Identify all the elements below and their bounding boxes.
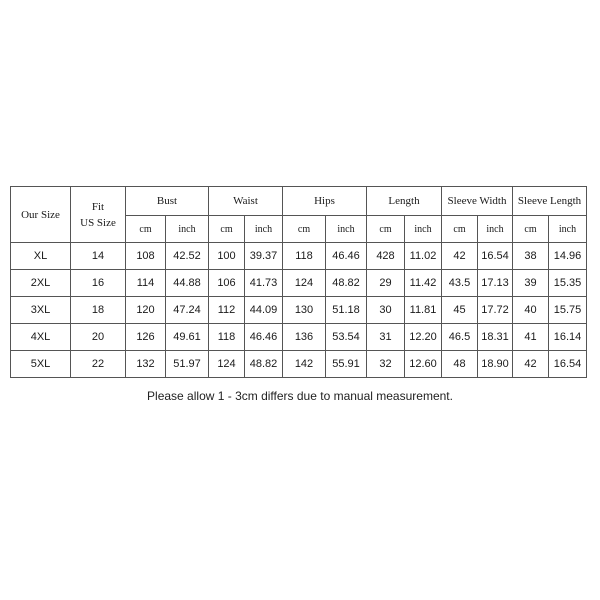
cell-us-size: 16 — [71, 270, 126, 297]
cell-sleeve-length-inch: 16.54 — [549, 351, 587, 378]
cell-bust-cm: 132 — [126, 351, 166, 378]
cell-our-size: XL — [11, 243, 71, 270]
cell-waist-inch: 48.82 — [245, 351, 283, 378]
header-fit-label: Fit — [91, 200, 105, 213]
cell-waist-cm: 124 — [209, 351, 245, 378]
cell-us-size: 20 — [71, 324, 126, 351]
header-sleeve-length: Sleeve Length — [513, 187, 587, 216]
cell-length-inch: 11.81 — [405, 297, 442, 324]
cell-bust-inch: 47.24 — [166, 297, 209, 324]
cell-sleeve-length-cm: 41 — [513, 324, 549, 351]
cell-sleeve-length-cm: 38 — [513, 243, 549, 270]
unit-cm: cm — [209, 216, 245, 243]
cell-our-size: 2XL — [11, 270, 71, 297]
cell-sleeve-width-cm: 45 — [442, 297, 478, 324]
cell-waist-cm: 106 — [209, 270, 245, 297]
cell-our-size: 3XL — [11, 297, 71, 324]
unit-inch: inch — [166, 216, 209, 243]
cell-length-cm: 32 — [367, 351, 405, 378]
measurement-note: Please allow 1 - 3cm differs due to manual measurement. — [147, 389, 453, 403]
header-sleeve-width: Sleeve Width — [442, 187, 513, 216]
unit-cm: cm — [513, 216, 549, 243]
cell-sleeve-width-cm: 48 — [442, 351, 478, 378]
cell-sleeve-width-inch: 18.31 — [478, 324, 513, 351]
cell-sleeve-length-inch: 16.14 — [549, 324, 587, 351]
cell-length-cm: 29 — [367, 270, 405, 297]
cell-waist-cm: 112 — [209, 297, 245, 324]
unit-cm: cm — [283, 216, 326, 243]
cell-our-size: 4XL — [11, 324, 71, 351]
cell-waist-inch: 44.09 — [245, 297, 283, 324]
cell-sleeve-length-inch: 15.35 — [549, 270, 587, 297]
cell-waist-inch: 41.73 — [245, 270, 283, 297]
cell-hips-inch: 51.18 — [326, 297, 367, 324]
cell-sleeve-width-cm: 46.5 — [442, 324, 478, 351]
cell-bust-inch: 51.97 — [166, 351, 209, 378]
cell-us-size: 14 — [71, 243, 126, 270]
cell-length-inch: 11.42 — [405, 270, 442, 297]
cell-bust-cm: 108 — [126, 243, 166, 270]
cell-bust-inch: 49.61 — [166, 324, 209, 351]
cell-hips-cm: 136 — [283, 324, 326, 351]
cell-hips-cm: 118 — [283, 243, 326, 270]
header-length: Length — [367, 187, 442, 216]
cell-hips-inch: 46.46 — [326, 243, 367, 270]
cell-sleeve-length-cm: 42 — [513, 351, 549, 378]
cell-hips-inch: 53.54 — [326, 324, 367, 351]
header-fit-us-size — [71, 187, 126, 243]
cell-our-size: 5XL — [11, 351, 71, 378]
size-chart-table — [10, 186, 587, 378]
cell-length-cm: 428 — [367, 243, 405, 270]
cell-waist-inch: 46.46 — [245, 324, 283, 351]
cell-length-inch: 12.60 — [405, 351, 442, 378]
cell-hips-cm: 130 — [283, 297, 326, 324]
cell-length-cm: 31 — [367, 324, 405, 351]
header-us-size-label: US Size — [80, 216, 116, 229]
cell-bust-cm: 114 — [126, 270, 166, 297]
cell-sleeve-length-inch: 15.75 — [549, 297, 587, 324]
cell-sleeve-width-inch: 17.72 — [478, 297, 513, 324]
table-row — [11, 324, 587, 351]
cell-waist-inch: 39.37 — [245, 243, 283, 270]
unit-cm: cm — [442, 216, 478, 243]
cell-sleeve-width-cm: 43.5 — [442, 270, 478, 297]
cell-length-inch: 12.20 — [405, 324, 442, 351]
unit-inch: inch — [326, 216, 367, 243]
header-bust: Bust — [126, 187, 209, 216]
table-row — [11, 243, 587, 270]
cell-sleeve-width-cm: 42 — [442, 243, 478, 270]
cell-sleeve-length-cm: 40 — [513, 297, 549, 324]
cell-bust-cm: 126 — [126, 324, 166, 351]
unit-cm: cm — [126, 216, 166, 243]
cell-bust-cm: 120 — [126, 297, 166, 324]
cell-sleeve-length-inch: 14.96 — [549, 243, 587, 270]
size-rows — [11, 243, 587, 378]
header-row-groups — [11, 187, 587, 216]
cell-waist-cm: 100 — [209, 243, 245, 270]
cell-bust-inch: 44.88 — [166, 270, 209, 297]
cell-bust-inch: 42.52 — [166, 243, 209, 270]
cell-hips-cm: 142 — [283, 351, 326, 378]
cell-hips-cm: 124 — [283, 270, 326, 297]
unit-inch: inch — [549, 216, 587, 243]
cell-us-size: 22 — [71, 351, 126, 378]
cell-sleeve-width-inch: 18.90 — [478, 351, 513, 378]
unit-inch: inch — [245, 216, 283, 243]
table-row — [11, 297, 587, 324]
cell-hips-inch: 48.82 — [326, 270, 367, 297]
table-row — [11, 351, 587, 378]
table-row — [11, 270, 587, 297]
cell-length-inch: 11.02 — [405, 243, 442, 270]
cell-sleeve-length-cm: 39 — [513, 270, 549, 297]
unit-inch: inch — [405, 216, 442, 243]
header-hips: Hips — [283, 187, 367, 216]
cell-sleeve-width-inch: 16.54 — [478, 243, 513, 270]
cell-length-cm: 30 — [367, 297, 405, 324]
unit-inch: inch — [478, 216, 513, 243]
cell-us-size: 18 — [71, 297, 126, 324]
unit-cm: cm — [367, 216, 405, 243]
cell-hips-inch: 55.91 — [326, 351, 367, 378]
cell-sleeve-width-inch: 17.13 — [478, 270, 513, 297]
header-our-size: Our Size — [11, 187, 71, 243]
cell-waist-cm: 118 — [209, 324, 245, 351]
header-waist: Waist — [209, 187, 283, 216]
